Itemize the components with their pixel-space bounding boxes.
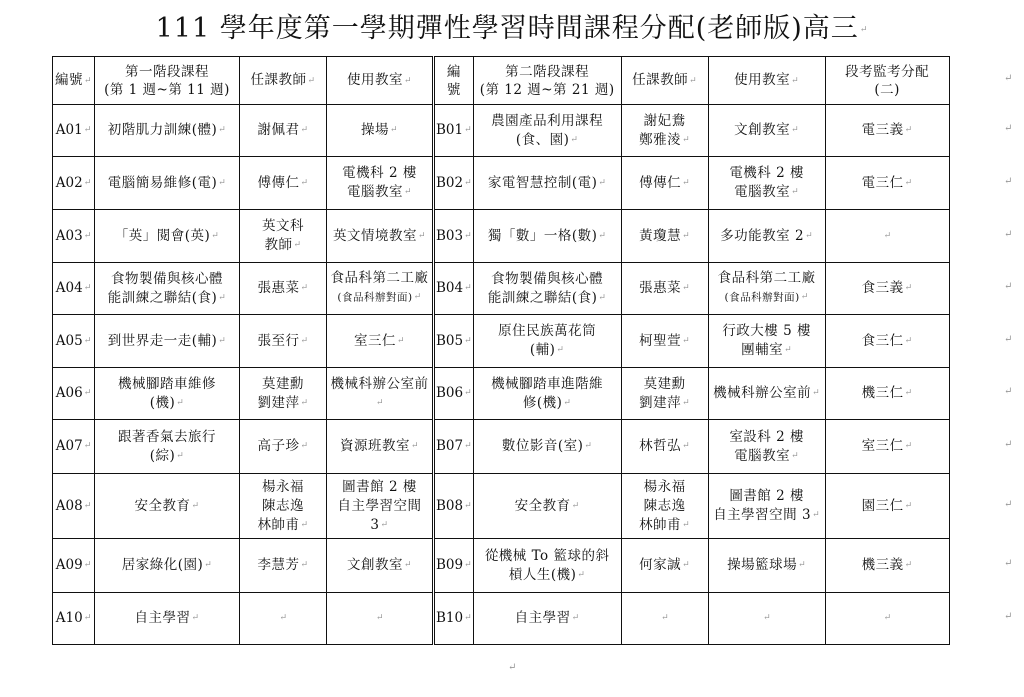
row-end-mark-icon: ↵ [1004,228,1013,240]
stage2-teacher-cell-line: 莫建勳 [643,375,686,392]
stage1-course-cell-line: 食物製備與核心體 [111,270,223,287]
header-room-1: 使用教室↵ [327,57,434,105]
stage1-teacher-cell-line: 英文科 [262,218,304,234]
stage2-teacher-cell [621,368,708,420]
stage2-course-cell-line: (食、園)↵ [515,131,579,148]
stage2-room-cell-line: 電腦教室↵ [734,447,800,464]
paragraph-mark-icon: ↵ [508,662,517,673]
stage2-teacher-cell-line: 張惠菜↵ [639,280,691,296]
stage1-room-cell-line: 電機科 2 樓 [342,165,417,181]
paragraph-mark-icon: ↵ [464,560,472,570]
course-code-cell: A05↵ [53,315,95,368]
paragraph-mark-icon: ↵ [83,500,92,511]
stage2-room-cell-line: 機械科辦公室前↵ [713,385,821,401]
header-row [53,57,950,105]
stage2-teacher-cell [621,593,708,645]
course-allocation-table [52,56,950,645]
stage2-course-cell [473,593,621,645]
stage1-teacher-cell-line: 陳志逸 [262,497,304,514]
exam-proctor-cell: 機三仁↵ [825,368,949,420]
paragraph-mark-icon: ↵ [682,230,691,241]
stage1-teacher-cell [240,157,327,210]
paragraph-mark-icon: ↵ [83,560,92,570]
stage1-course-cell-line: (機)↵ [149,394,185,411]
stage2-teacher-cell [621,105,708,157]
stage2-teacher-cell-line: 林哲弘↵ [639,438,691,454]
paragraph-mark-icon: ↵ [176,450,185,461]
stage2-teacher-cell [621,539,708,593]
stage2-course-cell-line: 機械腳踏車進階維 [491,375,604,392]
paragraph-mark-icon: ↵ [464,335,472,346]
paragraph-mark-icon: ↵ [784,345,793,355]
table-row [53,420,950,474]
stage1-course-cell [95,210,240,263]
paragraph-mark-icon: ↵ [464,441,472,451]
header-code-2: 編 號 [434,57,474,105]
stage1-room-cell-line: 自主學習空間 3↵ [337,497,422,533]
stage2-course-cell-line: 食物製備與核心體 [491,270,604,287]
stage1-room-cell-line: 機械科辦公室前↵ [330,375,429,408]
course-code-cell: A01↵ [53,105,95,157]
paragraph-mark-icon: ↵ [83,613,92,623]
stage1-teacher-cell [240,420,327,474]
paragraph-mark-icon: ↵ [904,125,913,135]
page-title: 111 學年度第一學期彈性學習時間課程分配(老師版)高三↵ [155,13,869,44]
stage1-course-cell [95,368,240,420]
stage1-room-cell-line: 電腦教室↵ [346,184,413,200]
paragraph-mark-icon: ↵ [380,519,389,530]
stage2-course-cell-line: (輔)↵ [529,342,565,358]
stage1-course-cell-line: 跟著香氣去旅行 [118,428,216,445]
paragraph-mark-icon: ↵ [389,125,399,135]
paragraph-mark-icon: ↵ [598,292,607,303]
stage2-room-cell-line: 圖書館 2 樓 [729,488,804,504]
stage1-room-cell [327,474,434,539]
course-code-cell: B10↵ [434,593,474,645]
paragraph-mark-icon: ↵ [83,177,92,188]
paragraph-mark-icon: ↵ [763,613,772,623]
header-code-1: 編號↵ [53,57,95,105]
paragraph-mark-icon: ↵ [403,187,413,197]
stage1-room-cell-line: 資源班教室↵ [339,438,420,454]
stage2-room-cell [708,593,825,645]
stage1-teacher-cell-line: 李慧芳↵ [257,557,309,573]
paragraph-mark-icon: ↵ [218,292,227,303]
stage1-room-cell [327,368,434,420]
paragraph-mark-icon: ↵ [661,613,670,623]
stage1-course-cell-line: 能訓練之聯結(食)↵ [107,289,227,306]
stage2-room-cell-line: 操場籃球場↵ [727,557,807,573]
exam-proctor-cell: 電三仁↵ [825,157,949,210]
table-row [53,315,950,368]
stage2-room-cell-line: 電機科 2 樓 [729,165,804,181]
paragraph-mark-icon: ↵ [403,560,413,570]
stage2-teacher-cell-line: 何家誠↵ [639,557,691,573]
paragraph-mark-icon: ↵ [300,441,309,451]
stage2-teacher-cell-line [623,609,707,628]
paragraph-mark-icon: ↵ [218,335,227,346]
stage1-teacher-cell [240,263,327,315]
stage2-course-cell [473,315,621,368]
stage1-course-cell-line: 安全教育↵ [134,497,200,514]
paragraph-mark-icon: ↵ [577,569,586,580]
stage1-course-cell-line: 「英」閱會(英)↵ [114,227,220,244]
stage2-room-cell-line: 食品科第二工廠 [717,270,816,287]
stage1-teacher-cell [240,539,327,593]
stage1-teacher-cell [240,368,327,420]
stage2-teacher-cell-line: 楊永福 [643,478,686,495]
stage1-teacher-cell-line: 傅傳仁↵ [257,174,309,191]
paragraph-mark-icon: ↵ [300,397,309,408]
paragraph-mark-icon: ↵ [812,388,821,398]
course-code-cell: A06↵ [53,368,95,420]
stage2-course-cell-line: 從機械 To 籃球的斜 [484,547,610,564]
paragraph-mark-icon: ↵ [859,24,869,35]
stage2-room-cell [708,210,825,263]
exam-proctor-cell: 室三仁↵ [825,420,949,474]
course-code-cell: A02↵ [53,157,95,210]
stage1-room-cell-line: 食品科第二工廠 [330,270,429,287]
paragraph-mark-icon: ↵ [584,441,593,451]
stage1-room-cell [327,593,434,645]
stage2-course-cell [473,539,621,593]
exam-proctor-cell: 電三義↵ [825,105,949,157]
paragraph-mark-icon: ↵ [904,283,913,293]
table-row [53,157,950,210]
paragraph-mark-icon: ↵ [83,388,92,398]
paragraph-mark-icon: ↵ [682,560,691,570]
stage1-course-cell [95,474,240,539]
paragraph-mark-icon: ↵ [812,510,821,520]
stage1-teacher-cell-line [241,609,325,628]
stage1-room-cell-line: 英文情境教室↵ [332,227,427,244]
stage2-course-cell [473,420,621,474]
stage2-teacher-cell-line: 柯聖萱↵ [639,332,691,349]
table-row [53,368,950,420]
header-teacher-2: 任課教師↵ [621,57,708,105]
stage1-teacher-cell-line: 謝佩君↵ [257,122,309,138]
paragraph-mark-icon: ↵ [300,335,309,346]
stage1-teacher-cell-line: 張至行↵ [257,332,309,349]
stage2-room-cell-line: (食品科辦對面)↵ [724,291,809,304]
paragraph-mark-icon: ↵ [464,283,472,293]
stage1-course-cell [95,315,240,368]
stage1-teacher-cell [240,474,327,539]
exam-proctor-cell: 食三仁↵ [825,315,949,368]
course-code-cell: B09↵ [434,539,474,593]
stage1-teacher-cell-line: 張惠菜↵ [257,280,309,296]
paragraph-mark-icon: ↵ [791,187,800,197]
paragraph-mark-icon: ↵ [279,613,288,623]
paragraph-mark-icon: ↵ [464,177,472,188]
stage2-course-cell-line: 能訓練之聯結(食)↵ [487,289,607,306]
paragraph-mark-icon: ↵ [218,177,227,188]
stage1-course-cell [95,593,240,645]
stage2-room-cell [708,474,825,539]
paragraph-mark-icon: ↵ [791,125,800,135]
paragraph-mark-icon: ↵ [300,560,309,570]
paragraph-mark-icon: ↵ [904,388,913,398]
stage1-room-cell-line: 室三仁↵ [353,332,406,349]
stage2-teacher-cell-line: 陳志逸 [643,497,686,514]
paragraph-mark-icon: ↵ [904,335,913,346]
stage2-room-cell-line: 自主學習空間 3↵ [713,507,821,523]
stage2-room-cell-line: 室設科 2 樓 [729,428,804,445]
paragraph-mark-icon: ↵ [682,397,691,408]
stage1-teacher-cell-line: 劉建萍↵ [257,394,309,411]
stage1-course-cell [95,263,240,315]
stage2-course-cell-line: 數位影音(室)↵ [501,438,593,454]
stage2-room-cell-line: 團輔室↵ [741,342,793,358]
course-code-cell: B02↵ [434,157,474,210]
stage2-room-cell [708,539,825,593]
stage2-course-cell-line: 槓人生(機)↵ [508,566,586,583]
paragraph-mark-icon: ↵ [798,560,807,570]
stage2-teacher-cell-line: 劉建萍↵ [639,394,691,411]
stage1-teacher-cell-line: 高子珍↵ [257,438,309,454]
paragraph-mark-icon: ↵ [300,177,309,188]
paragraph-mark-icon: ↵ [300,283,309,293]
stage1-course-cell-line: 居家綠化(園)↵ [121,557,213,573]
paragraph-mark-icon: ↵ [211,230,220,241]
row-end-mark-icon: ↵ [1004,281,1013,292]
stage1-course-cell [95,157,240,210]
table-row [53,539,950,593]
stage2-course-cell [473,263,621,315]
table-row [53,593,950,645]
paragraph-mark-icon: ↵ [682,335,691,346]
paragraph-mark-icon: ↵ [410,441,420,451]
row-end-mark-icon: ↵ [1004,123,1013,134]
header-exam: 段考監考分配 (二) [825,57,949,105]
table-row [53,474,950,539]
exam-proctor-cell: 機三義↵ [825,539,949,593]
stage1-teacher-cell [240,315,327,368]
paragraph-mark-icon: ↵ [417,230,427,241]
stage1-room-cell [327,263,434,315]
paragraph-mark-icon: ↵ [682,519,691,530]
table-row [53,263,950,315]
paragraph-mark-icon: ↵ [300,125,309,135]
stage2-course-cell-line: 原住民族萬花筒 [498,323,597,339]
stage2-teacher-cell [621,474,708,539]
stage1-course-cell [95,105,240,157]
stage2-course-cell-line: 安全教育↵ [514,497,580,514]
stage2-room-cell-line: 行政大樓 5 樓 [722,323,811,339]
course-code-cell: B04↵ [434,263,474,315]
stage1-room-cell-line: 操場↵ [360,122,399,138]
paragraph-mark-icon: ↵ [83,283,92,293]
exam-proctor-cell: 食三義↵ [825,263,949,315]
paragraph-mark-icon: ↵ [300,519,309,530]
course-code-cell: B08↵ [434,474,474,539]
table-row [53,210,950,263]
stage1-room-cell-line: 圖書館 2 樓 [342,478,417,495]
stage1-teacher-cell [240,105,327,157]
stage1-room-cell [327,539,434,593]
stage1-course-cell [95,420,240,474]
paragraph-mark-icon: ↵ [682,134,691,145]
course-code-cell: B07↵ [434,420,474,474]
stage2-teacher-cell-line: 謝妃鴦 [643,112,686,129]
paragraph-mark-icon: ↵ [396,335,406,346]
stage2-teacher-cell-line: 黃瓊慧↵ [639,227,691,244]
exam-proctor-cell [825,210,949,263]
stage1-room-cell-line: 文創教室↵ [346,557,413,573]
exam-proctor-cell [825,593,949,645]
paragraph-mark-icon: ↵ [598,177,607,188]
stage2-room-cell [708,420,825,474]
course-code-cell: B06↵ [434,368,474,420]
stage1-teacher-cell [240,210,327,263]
stage2-teacher-cell [621,420,708,474]
paragraph-mark-icon: ↵ [563,397,572,408]
paragraph-mark-icon: ↵ [883,613,892,623]
stage1-teacher-cell-line: 莫建勳 [262,375,304,392]
stage1-course-cell [95,539,240,593]
stage2-room-cell-line [710,609,824,628]
paragraph-mark-icon: ↵ [556,345,565,355]
stage2-teacher-cell-line: 鄭雅淩↵ [639,131,691,148]
stage2-room-cell [708,368,825,420]
course-code-cell: A03↵ [53,210,95,263]
paragraph-mark-icon: ↵ [598,230,607,241]
row-end-mark-icon: ↵ [1004,73,1013,84]
paragraph-mark-icon: ↵ [904,500,913,511]
stage1-course-cell-line: 自主學習↵ [134,610,200,626]
stage1-teacher-cell-line: 教師↵ [264,237,302,253]
stage2-course-cell [473,210,621,263]
course-code-cell: A04↵ [53,263,95,315]
paragraph-mark-icon: ↵ [413,292,422,303]
stage2-course-cell-line: 自主學習↵ [514,610,580,626]
stage2-teacher-cell [621,210,708,263]
course-code-cell: B03↵ [434,210,474,263]
stage2-room-cell [708,105,825,157]
stage1-room-cell [327,420,434,474]
stage2-teacher-cell [621,263,708,315]
stage1-course-cell-line: 到世界走一走(輔)↵ [107,332,227,349]
stage2-teacher-cell-line: 林帥甫↵ [639,516,691,533]
stage1-room-cell [327,210,434,263]
paragraph-mark-icon: ↵ [176,397,185,408]
row-end-mark-icon: ↵ [1004,333,1013,345]
paragraph-mark-icon: ↵ [464,230,472,241]
table-row [53,105,950,157]
stage2-teacher-cell [621,315,708,368]
row-end-mark-icon: ↵ [1004,558,1013,569]
stage2-course-cell-line: 農園產品利用課程 [491,112,604,129]
row-end-mark-icon: ↵ [1004,386,1013,397]
paragraph-mark-icon: ↵ [682,177,691,188]
stage1-teacher-cell [240,593,327,645]
paragraph-mark-icon: ↵ [464,500,472,511]
stage1-course-cell-line: 電腦簡易維修(電)↵ [107,174,227,191]
stage1-teacher-cell-line: 楊永福 [262,478,304,495]
row-end-mark-icon: ↵ [1004,498,1013,510]
paragraph-mark-icon: ↵ [570,134,579,145]
paragraph-mark-icon: ↵ [805,230,814,241]
header-stage-2: 第二階段課程 (第 12 週~第 21 週) [473,57,621,105]
stage1-course-cell-line: (綜)↵ [149,447,185,464]
course-code-cell: A08↵ [53,474,95,539]
paragraph-mark-icon: ↵ [682,441,691,451]
stage2-course-cell-line: 修(機)↵ [522,394,572,411]
stage1-room-cell [327,157,434,210]
paragraph-mark-icon: ↵ [904,441,913,451]
stage2-course-cell-line: 家電智慧控制(電)↵ [487,174,607,191]
paragraph-mark-icon: ↵ [791,450,800,461]
exam-proctor-cell: 園三仁↵ [825,474,949,539]
paragraph-mark-icon: ↵ [191,500,200,511]
header-teacher-1: 任課教師↵ [240,57,327,105]
course-code-cell: B05↵ [434,315,474,368]
row-end-mark-icon: ↵ [1004,175,1013,187]
stage2-course-cell [473,368,621,420]
paragraph-mark-icon: ↵ [375,613,385,623]
stage2-course-cell-line: 獨「數」一格(數)↵ [487,227,607,244]
header-room-2: 使用教室↵ [708,57,825,105]
paragraph-mark-icon: ↵ [83,441,92,451]
stage1-room-cell [327,315,434,368]
stage2-teacher-cell-line: 傅傳仁↵ [639,174,691,191]
paragraph-mark-icon: ↵ [464,388,472,398]
paragraph-mark-icon: ↵ [800,292,809,303]
stage1-course-cell-line: 機械腳踏車維修 [118,375,216,392]
paragraph-mark-icon: ↵ [83,230,92,241]
stage2-course-cell [473,474,621,539]
paragraph-mark-icon: ↵ [571,613,580,623]
paragraph-mark-icon: ↵ [375,397,385,408]
paragraph-mark-icon: ↵ [904,177,913,188]
stage2-teacher-cell [621,157,708,210]
header-stage-1: 第一階段課程 (第 1 週~第 11 週) [95,57,240,105]
stage2-course-cell [473,105,621,157]
paragraph-mark-icon: ↵ [191,613,200,623]
course-code-cell: A10↵ [53,593,95,645]
row-end-mark-icon: ↵ [1004,439,1013,450]
stage2-room-cell-line: 文創教室↵ [734,122,800,138]
paragraph-mark-icon: ↵ [464,613,472,623]
stage1-teacher-cell-line: 林帥甫↵ [257,516,309,533]
course-code-cell: A09↵ [53,539,95,593]
course-code-cell: A07↵ [53,420,95,474]
stage2-room-cell [708,157,825,210]
stage2-room-cell [708,263,825,315]
stage1-room-cell-line: (食品科辦對面)↵ [337,291,422,304]
stage2-room-cell-line: 多功能教室 2↵ [720,227,814,244]
paragraph-mark-icon: ↵ [464,125,472,135]
stage2-room-cell [708,315,825,368]
paragraph-mark-icon: ↵ [83,125,92,135]
stage1-room-cell-line [328,609,431,628]
course-code-cell: B01↵ [434,105,474,157]
stage1-room-cell [327,105,434,157]
paragraph-mark-icon: ↵ [218,125,227,135]
row-end-mark-icon: ↵ [1004,611,1013,622]
stage2-room-cell-line: 電腦教室↵ [734,184,800,200]
paragraph-mark-icon: ↵ [883,230,892,241]
paragraph-mark-icon: ↵ [83,335,92,346]
paragraph-mark-icon: ↵ [682,283,691,293]
paragraph-mark-icon: ↵ [293,240,302,250]
paragraph-mark-icon: ↵ [571,500,580,511]
stage1-course-cell-line: 初階肌力訓練(體)↵ [107,122,227,138]
paragraph-mark-icon: ↵ [904,560,913,570]
stage2-course-cell [473,157,621,210]
paragraph-mark-icon: ↵ [204,560,213,570]
